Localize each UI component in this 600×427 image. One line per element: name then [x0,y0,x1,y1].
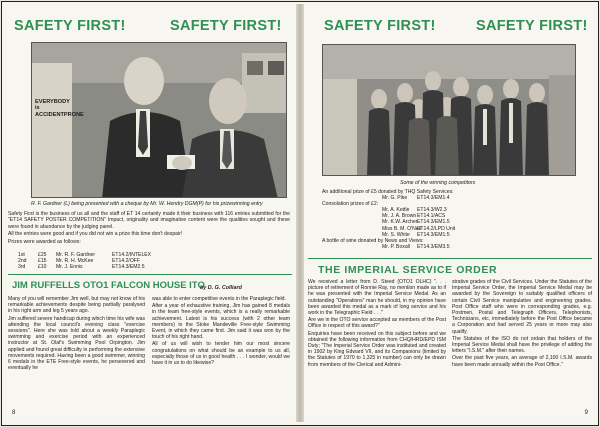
article-c2-p1: was able to enter competitive events in the Paraplegic field. [152,296,286,302]
article-divider [8,274,292,275]
iso-c1-p3: Enquiries have been received on this subject before and we obtained the following information from CHQ/HRD/EPD ISM Duty; "The Imperial Service Order was instituted and created in 1902 by King Edward VII, and its Companions (limited by the Statutes of 1970 to 1,325 in number) can only be drawn from members of the Clerical and Admini- [308,330,446,368]
competitors-photo [322,44,576,176]
spine-gutter [296,4,304,422]
competitors-photo-art [323,45,576,176]
left-page [4,4,296,422]
additional-prize-line: An additional prize of £5 donated by THQ Safety Services: [322,189,454,195]
intro-paragraph-1: Safety First is the business of us all and the staff of ET 14 certainly made it their business with 116 entries submitted for the "ET14 SAFETY POSTER COMPETITION" Impact, originality and imaginative content were the qualities sought and these were found in abundance by the judging panel. [8,211,290,230]
intro-paragraph-3: Prizes were awarded as follows: [8,238,81,245]
presentation-photo [31,42,287,198]
right-header-right: SAFETY FIRST! [476,18,588,34]
competitors-caption: Some of the winning competitors [400,180,476,186]
iso-c2-p3: Over the past five years, an average of 2,100 I.S.M. awards have been made annually within the Post Office." [452,355,592,368]
consolation-label: Consolation prizes of £2: [322,201,379,208]
consolation-row: Mr. S. White ET14.3/EM1.5 [382,231,450,238]
consolation-row: Mr. J. A. Brown ET14.1/ACS [382,213,446,220]
iso-c1-p1: We received a letter from D. Steed (OTO1 OLHC) ". . . picture of retirement of Ronnie Ray, no mention made as to if he was presented with the Imperial Service Medal. As an outstanding "Operations" man he should, in my opinion have been awarded this medal as a mark of long service and his work in the Telegraphic Field . . ." [308,279,446,317]
iso-column-1 [308,279,446,369]
iso-divider [308,258,592,259]
left-header-right: SAFETY FIRST! [170,18,282,34]
article-c1-p1: Many of you will remember Jim well, but may not know of his remarkable achievements despite being partially paralysed in his right arm and leg 5 years ago. [8,296,145,315]
additional-winner: Mr. G. Pike ET14.3/EM1.4 [382,195,450,202]
poster-line-2: ACCIDENTPRONE [35,111,84,118]
page-number-left: 8 [12,410,16,416]
presentation-photo-art [32,43,287,198]
prize-row: 3rd £10 Mr. J. Ennis ET14.3/EM2.5 [18,264,145,271]
poster-text [35,99,84,118]
iso-title: THE IMPERIAL SERVICE ORDER [318,264,498,276]
additional-prizes [322,189,455,250]
iso-column-2 [452,279,592,369]
right-header-left: SAFETY FIRST! [324,18,436,34]
presentation-caption: R. F. Gardner (L) being presented with a cheque by Mr. W. Hendry DGM(P) for his prizewinning entry [31,201,263,207]
left-header-left: SAFETY FIRST! [14,18,126,34]
right-page [304,4,596,422]
iso-c2-p1: strative grades of the Civil Services. Under the Statutes of the Imperial Service Order, the Imperial Service Medal may be awarded by the Sovereign to suitably qualified officers of certain Civil Service manipulative and engineering grades. Post Office staff who were in corresponding grades, e.g. Postmen, Postal and Telegraph Officers, Telephonists, Technicians, etc, immediately before the Post Office became a Corporation and had served 25 years or more may also qualify. [452,279,592,335]
article-title: JIM RUFFELLS OTO1 FALCON HOUSE ITO [12,280,205,291]
consolation-row: Mr. A. Kettle ET14.3/W2.3 [382,207,447,214]
article-column-1 [8,296,145,372]
safety-intro [8,211,290,246]
poster-line-1: EVERYBODY is [35,99,70,112]
article-c1-p2: Jim suffered severe handicap during which time his wife was attending the local council's evening class "exercise sessions". Here she was told about a weekly Paraplegic swimming and exercise period with an experienced instructor at St. Olaf's Swimming Pool Orpington. Jim applied and found great difficulty in performing the extensive movements required. Having been a good swimmer, winning 6 medals in the ETE Free-style events, he persevered and eventually he [8,315,145,372]
article-c2-p3: All of us will wish to tender him our most sincere congratulations on what should be an example to us all, especially those of us in good health . . . I wonder, would we have it in us to do likewise? [152,341,290,367]
bottle-label: A bottle of wine donated by News and Views: [322,237,424,244]
bottle-winner: Mr. P. Boxall ET14.3/EM3.5 [382,243,450,250]
consolation-row: Mr. K.W. Archer ET14.3/EM1.5 [382,219,450,226]
prize-row: 2nd £15 Mr. R. H. McKee ET14.2/OFF [18,258,141,265]
iso-c1-p2: Are we in the OTO service accepted as members of the Post Office in respect of this award?" [308,317,446,330]
article-column-2 [152,296,290,367]
page-number-right: 9 [584,410,588,416]
article-c2-p2: After a year of exhaustive training, Jim has gained 8 medals in the team free-style events, which is a really remarkable achievement. Latest is his success (with 2 other team members) in the Stoke Mandeville Free-style Swimming Event, in which they came first. Jim said it was won by the touch of his right hand. [152,303,290,341]
article-byline: by D. G. Colliard [200,285,242,291]
consolation-row: Miss B. M. O'Neil ET14.2/LPD Unit [382,225,456,232]
iso-c2-p2: The Statutes of the ISO do not ordain that holders of the Imperial Service Medal shall have the privilege of adding the letters "I.S.M." after their names. [452,335,592,355]
prize-row: 1st £25 Mr. R. F. Gardner ET14.2/INTELEX [18,252,152,258]
intro-paragraph-2: All the entries were good and if you did not win a prize this time don't despair! [8,231,183,238]
prize-list [18,252,151,270]
